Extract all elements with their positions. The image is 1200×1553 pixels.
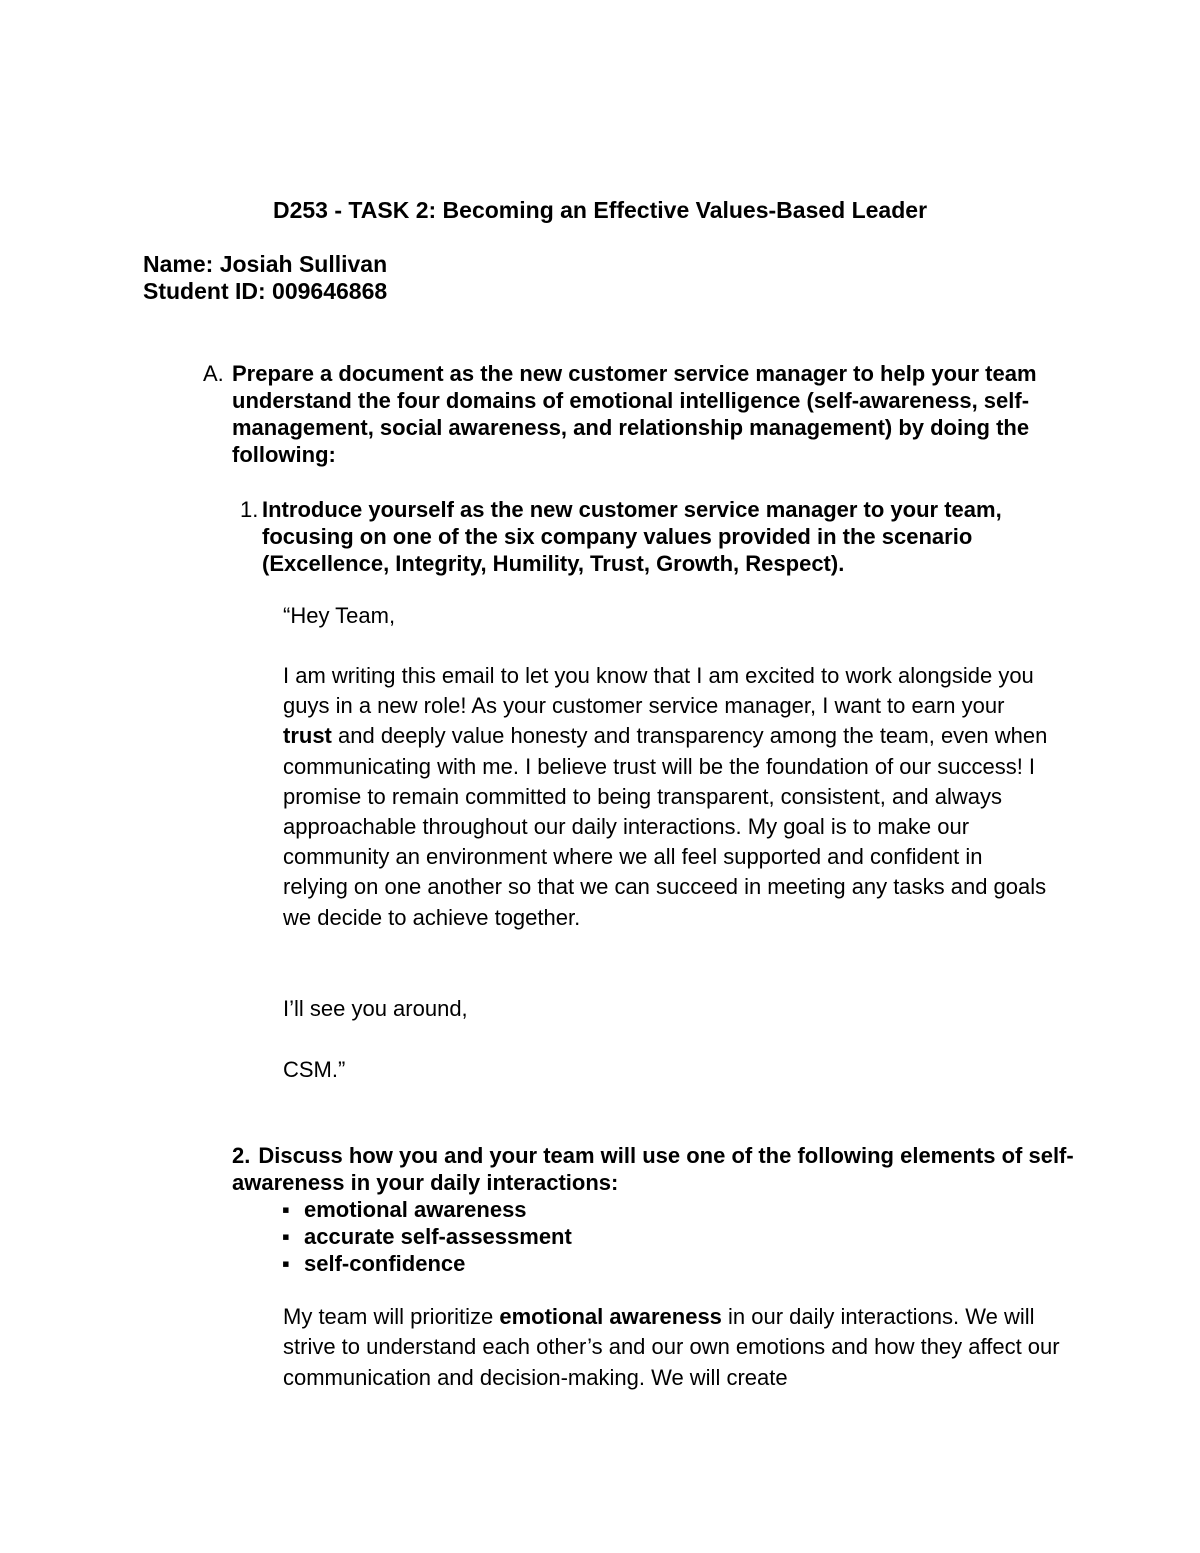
email-greeting: “Hey Team, [283,603,396,628]
list-item-text: accurate self-assessment [304,1224,572,1249]
title-course-code: D253 - [272,197,349,223]
answer-text-2: in our daily interactions. We will strive to understand each other’s and our own emotions and how they affect our communication and decision-making. We will create [283,1304,1060,1390]
answer-text-1: My team will prioritize [283,1304,500,1329]
list-item [282,1223,572,1250]
bullet-icon: ▪ [282,1197,290,1222]
item-2-answer [283,1302,1063,1393]
email-body [283,661,1053,933]
email-signoff: I’ll see you around, [283,996,468,1021]
list-item-text: emotional awareness [304,1197,527,1222]
document-title [0,197,1200,224]
self-awareness-elements-list [282,1196,572,1277]
item-1-label: 1. [240,497,259,522]
email-body-text-2: and deeply value honesty and transparency among the team, even when communicating with me. I believe trust will be the foundation of our success! I promise to remain committed to being transparent, consistent, and always approachable throughout our daily interactions. My goal is to make our community an environment where we all feel supported and confident in relying on one another so that we can succeed in meeting any tasks and goals we decide to achieve together. [283,723,1048,930]
bullet-icon: ▪ [282,1251,290,1276]
email-body-text-1: I am writing this email to let you know that I am excited to work alongside you guys in a new role! As your customer service manager, I want to earn your [283,663,1034,719]
item-1-prompt: Introduce yourself as the new customer service manager to your team, focusing on one of the six company values provided in the scenario (Excellence, Integrity, Humility, Trust, Growth, Respect). [262,497,1002,576]
title-task: TASK 2: Becoming an Effective Values-Based Leader [348,197,928,223]
list-item [282,1196,572,1223]
email-signature: CSM.” [283,1057,346,1082]
student-id: Student ID: 009646868 [143,278,388,304]
bullet-icon: ▪ [282,1224,290,1249]
student-name: Name: Josiah Sullivan [143,251,388,277]
list-item-text: self-confidence [304,1251,466,1276]
section-a-label: A. [203,361,224,386]
item-2-prompt-block [232,1142,1082,1196]
list-item [282,1250,572,1277]
email-body-emphasis: trust [283,723,332,749]
answer-emphasis: emotional awareness [499,1304,722,1329]
item-2-label: 2. [232,1143,251,1168]
item-2-prompt: Discuss how you and your team will use one of the following elements of self-awareness in your daily interactions: [232,1143,1074,1195]
section-a-prompt: Prepare a document as the new customer service manager to help your team understand the four domains of emotional intelligence (self-awareness, self-management, social awareness, and relationship management) by doing the following: [232,361,1037,467]
